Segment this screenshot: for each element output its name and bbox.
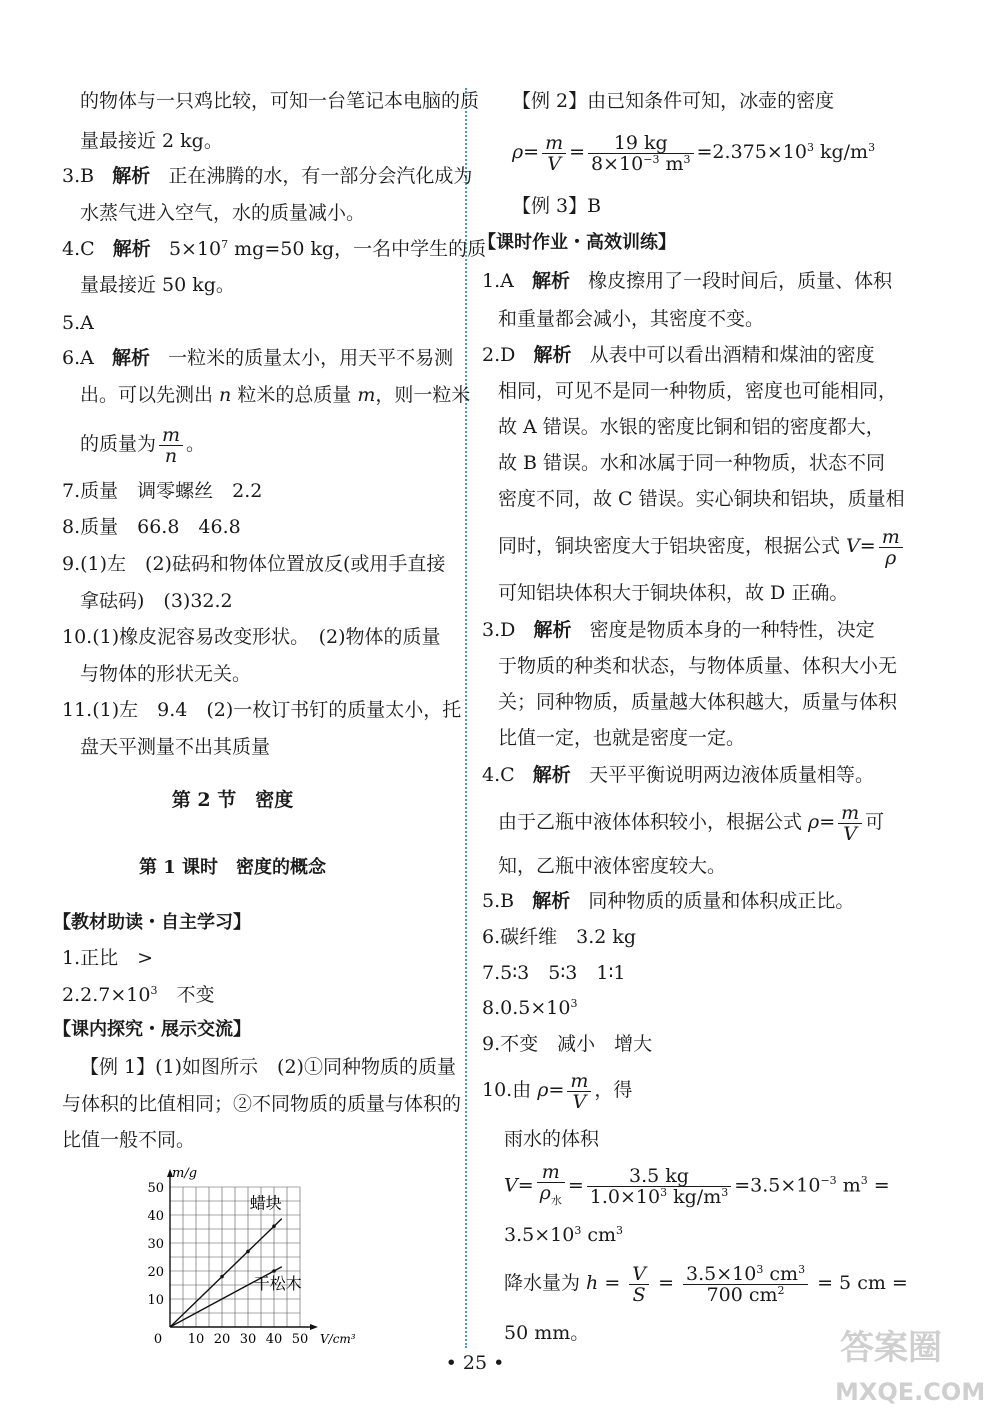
exponent: 2	[777, 1283, 785, 1297]
denominator: V	[843, 822, 858, 845]
fraction	[537, 1162, 565, 1211]
text-line	[80, 382, 470, 408]
answer-text: 密度是物质本身的一种特性，决定	[589, 619, 875, 641]
answer-2	[482, 342, 875, 368]
variable: h	[586, 1272, 599, 1294]
text-line	[504, 1222, 623, 1248]
text-line: 故 A 错误。水银的密度比铜和铝的密度都大，	[498, 416, 885, 438]
analysis-tag: 解析	[533, 344, 572, 366]
text-line: 于物质的种类和状态，与物体质量、体积大小无	[498, 655, 898, 677]
text-span: =	[598, 1272, 627, 1294]
text-span: 8×10	[591, 152, 644, 175]
x-tick-label: 20	[213, 1332, 231, 1347]
denominator: V	[572, 1090, 587, 1113]
text-span: cm	[581, 1224, 617, 1246]
text-line: 故 B 错误。水和冰属于同一种物质，状态不同	[498, 452, 886, 474]
variable: m	[357, 384, 376, 406]
text-span: 3.5×10	[504, 1224, 575, 1246]
denominator	[587, 1187, 731, 1207]
y-tick-label: 20	[147, 1265, 164, 1280]
formula-line	[512, 130, 875, 174]
exponent: 3	[570, 997, 578, 1010]
text-span: 不变	[157, 984, 215, 1006]
variable: ρ	[808, 811, 820, 833]
density-chart	[130, 1160, 380, 1345]
answer-4	[62, 236, 486, 262]
x-tick-label: 10	[187, 1332, 205, 1347]
text-span: cm	[763, 1262, 799, 1285]
text-span: =	[859, 535, 876, 557]
answer-8	[482, 995, 577, 1021]
answer-6	[62, 345, 453, 371]
text-line: 相同，可见不是同一种物质，密度也可能相同，	[498, 380, 898, 402]
text-span: = 5 cm =	[811, 1272, 908, 1294]
answer-6: 6.碳纤维 3.2 kg	[482, 926, 637, 948]
analysis-tag: 解析	[111, 347, 150, 369]
subsection-heading: 【教材助读・自主学习】	[53, 912, 251, 933]
answer-7: 7.5∶3 5∶3 1∶1	[482, 962, 626, 984]
subscript: 水	[550, 1193, 562, 1207]
fraction	[542, 133, 566, 174]
text-span: 出。可以先测出	[80, 384, 220, 406]
text-span: 3.5×10	[686, 1262, 757, 1285]
exponent: 3	[756, 1262, 764, 1276]
watermark-logo: 答案圈	[840, 1328, 942, 1368]
text-span: m	[836, 1174, 861, 1197]
x-tick-label: 50	[291, 1332, 309, 1347]
numerator: 3.5 kg	[587, 1166, 731, 1187]
answer-text: 从表中可以看出酒精和煤油的密度	[589, 344, 875, 366]
text-line: 和重量都会减小，其密度不变。	[498, 308, 765, 330]
text-span: 700 cm	[706, 1283, 778, 1306]
variable: n	[219, 384, 232, 406]
text-span: kg/m	[813, 141, 869, 163]
text-span: 降水量为	[504, 1272, 587, 1294]
exponent: −3	[820, 1174, 837, 1187]
data-point	[272, 1224, 276, 1228]
text-line: 与体积的比值相同；②不同物质的质量与体积的	[62, 1093, 462, 1115]
text-line	[498, 524, 906, 568]
fraction	[683, 1264, 808, 1305]
exponent: 3	[660, 1185, 668, 1199]
answer-3	[482, 617, 875, 643]
fraction	[629, 1264, 649, 1305]
text-span: m	[659, 152, 684, 175]
numerator: m	[537, 1162, 565, 1183]
text-line: 知，乙瓶中液体密度较大。	[498, 855, 727, 877]
denominator	[537, 1183, 565, 1211]
text-line: 50 mm。	[504, 1322, 590, 1344]
text-line: 密度不同，故 C 错误。实心铜块和铝块，质量相	[498, 488, 905, 510]
exponent: −3	[643, 152, 660, 166]
text-span: =	[867, 1174, 890, 1197]
fraction	[567, 1071, 591, 1112]
text-line: 量最接近 2 kg。	[80, 130, 223, 152]
section-title: 第 2 节 密度	[171, 789, 294, 811]
text-span: 8.0.5×10	[482, 997, 571, 1019]
text-span: 粒米的总质量	[231, 384, 358, 406]
page-number: • 25 •	[445, 1352, 505, 1374]
denominator	[683, 1285, 808, 1305]
exponent: 3	[574, 1224, 582, 1237]
text-span: =	[548, 1079, 565, 1101]
answer-1	[482, 268, 892, 294]
answer-text: 同种物质的质量和体积成正比。	[588, 890, 855, 912]
variable: V	[846, 535, 860, 557]
numerator: m	[879, 527, 903, 548]
watermark-url: MXQE.COM	[835, 1378, 985, 1406]
text-span: 10.由	[482, 1079, 538, 1101]
text-line: 比值一般不同。	[62, 1129, 196, 1151]
analysis-tag: 解析	[531, 270, 570, 292]
text-line: 拿砝码) (3)32.2	[80, 590, 233, 612]
y-tick-label: 40	[147, 1209, 164, 1224]
lesson-title: 第 1 课时 密度的概念	[138, 857, 327, 878]
text-span: 的质量为	[80, 433, 157, 455]
analysis-tag: 解析	[533, 619, 572, 641]
series-label: 蜡块	[249, 1193, 282, 1213]
answer-number: 1.A	[482, 270, 514, 292]
text-span: ，得	[594, 1079, 633, 1101]
text-span: ，则一粒米	[375, 384, 471, 406]
column-divider	[465, 88, 467, 1348]
text-line: 盘天平测量不出其质量	[80, 736, 271, 758]
exponent: 3	[150, 984, 158, 997]
denominator	[588, 154, 693, 174]
exponent: 3	[868, 141, 876, 154]
answer-text: 正在沸腾的水，有一部分会汽化成为	[168, 165, 473, 187]
subsection-heading: 【课内探究・展示交流】	[53, 1019, 251, 1040]
x-tick-label: 30	[239, 1332, 257, 1347]
numerator: m	[838, 803, 862, 824]
data-point	[220, 1275, 224, 1279]
answer-number: 3.B	[62, 165, 95, 187]
exponent: 3	[683, 152, 691, 166]
text-line: 雨水的体积	[504, 1128, 600, 1150]
series-label: 干松木	[253, 1273, 302, 1293]
example-3: 【例 3】B	[512, 195, 602, 217]
answer-text: 天平平衡说明两边液体质量相等。	[588, 764, 874, 786]
answer-8: 8.质量 66.8 46.8	[62, 516, 241, 538]
text-line	[80, 424, 205, 466]
answer-9: 9.(1)左 (2)砝码和物体位置放反(或用手直接	[62, 553, 446, 575]
answer-text: mg=50 kg，一名中学生的质	[228, 238, 487, 260]
x-axis-label: V/cm³	[320, 1332, 356, 1346]
text-span: 2.2.7×10	[62, 984, 151, 1006]
text-line: 与物体的形状无关。	[80, 663, 252, 685]
text-span: 可	[865, 811, 885, 833]
analysis-tag: 解析	[532, 890, 571, 912]
numerator	[683, 1264, 808, 1285]
variable: ρ	[537, 1079, 549, 1101]
answer-10	[482, 1068, 632, 1112]
text-span: 同时，铜块密度大于铝块密度，根据公式	[498, 535, 847, 557]
analysis-tag: 解析	[112, 238, 151, 260]
numerator: m	[567, 1071, 591, 1092]
analysis-tag: 解析	[112, 165, 151, 187]
exponent: 3	[616, 1224, 624, 1237]
answer-4	[482, 762, 874, 788]
data-point	[272, 1269, 276, 1273]
denominator: ρ	[885, 546, 897, 569]
analysis-tag: 解析	[532, 764, 571, 786]
exponent: 3	[806, 141, 814, 154]
formula-line	[504, 1162, 890, 1211]
text-line: 关；同种物质，质量越大体积越大，质量与体积	[498, 691, 898, 713]
x-tick-label: 0	[153, 1332, 163, 1347]
answer-text: 橡皮擦用了一段时间后，质量、体积	[588, 270, 893, 292]
text-span: 1.0×10	[589, 1185, 661, 1208]
text-span: =	[819, 811, 836, 833]
answer-number: 2.D	[482, 344, 516, 366]
denominator: n	[164, 444, 178, 467]
answer-7: 7.质量 调零螺丝 2.2	[62, 480, 263, 502]
exponent: 7	[221, 238, 229, 251]
y-tick-label: 30	[147, 1237, 164, 1252]
answer-10: 10.(1)橡皮泥容易改变形状。 (2)物体的质量	[62, 626, 441, 648]
text-span: =2.375×10	[696, 141, 807, 163]
denominator: S	[632, 1283, 646, 1306]
exponent: 3	[721, 1185, 729, 1199]
text-line: 量最接近 50 kg。	[80, 274, 235, 296]
text-span: kg/m	[667, 1185, 722, 1208]
example-1: 【例 1】(1)如图所示 (2)①同种物质的质量	[80, 1056, 456, 1078]
answer-5: 5.A	[62, 312, 94, 334]
fraction	[587, 1166, 731, 1207]
fraction	[838, 803, 862, 844]
example-2: 【例 2】由已知条件可知，冰壶的密度	[512, 90, 835, 112]
numerator: 19 kg	[588, 133, 693, 154]
answer-number: 6.A	[62, 347, 94, 369]
answer-3	[62, 163, 472, 189]
answer-text: 5×10	[168, 238, 222, 260]
answer-11: 11.(1)左 9.4 (2)一枚订书钉的质量太小，托	[62, 699, 462, 721]
answer-number: 4.C	[62, 238, 95, 260]
y-tick-label: 50	[147, 1181, 164, 1196]
text-line: 的物体与一只鸡比较，可知一台笔记本电脑的质	[80, 90, 480, 112]
numerator: m	[542, 133, 566, 154]
exponent: 3	[860, 1174, 868, 1187]
text-span: 。	[186, 433, 206, 455]
text-span: =	[569, 141, 586, 163]
answer-5	[482, 888, 854, 914]
text-span: =	[517, 1174, 534, 1197]
text-line: 比值一定，也就是密度一定。	[498, 727, 746, 749]
text-line: 水蒸气进入空气，水的质量减小。	[80, 202, 366, 224]
x-tick-label: 40	[265, 1332, 283, 1347]
text-span: =	[567, 1174, 584, 1197]
text-line: 可知铝块体积大于铜块体积，故 D 正确。	[498, 582, 849, 604]
answer-1: 1.正比 >	[62, 947, 154, 969]
formula-line	[504, 1260, 908, 1306]
answer-number: 4.C	[482, 764, 515, 786]
text-span: =	[523, 141, 540, 163]
data-point	[246, 1250, 250, 1254]
denominator: V	[547, 152, 561, 175]
text-line	[498, 800, 884, 844]
y-tick-label: 10	[147, 1293, 164, 1308]
fraction	[588, 133, 693, 174]
variable: ρ	[539, 1182, 551, 1204]
variable: ρ	[512, 141, 524, 163]
y-axis-label: m/g	[172, 1166, 198, 1181]
numerator: V	[629, 1264, 649, 1285]
numerator: m	[159, 425, 183, 446]
answer-9: 9.不变 减小 增大	[482, 1033, 653, 1055]
text-span: 由于乙瓶中液体体积较小，根据公式	[498, 811, 809, 833]
fraction	[879, 527, 903, 568]
variable: V	[504, 1174, 518, 1197]
exponent: 3	[798, 1262, 806, 1276]
text-span: =	[652, 1272, 681, 1294]
text-span: =3.5×10	[734, 1174, 821, 1197]
answer-number: 5.B	[482, 890, 515, 912]
fraction	[159, 425, 183, 466]
answer-text: 一粒米的质量太小，用天平不易测	[168, 347, 454, 369]
subsection-heading: 【课时作业・高效训练】	[478, 232, 676, 253]
answer-2	[62, 982, 214, 1008]
answer-number: 3.D	[482, 619, 516, 641]
x-axis-arrow	[310, 1324, 318, 1330]
